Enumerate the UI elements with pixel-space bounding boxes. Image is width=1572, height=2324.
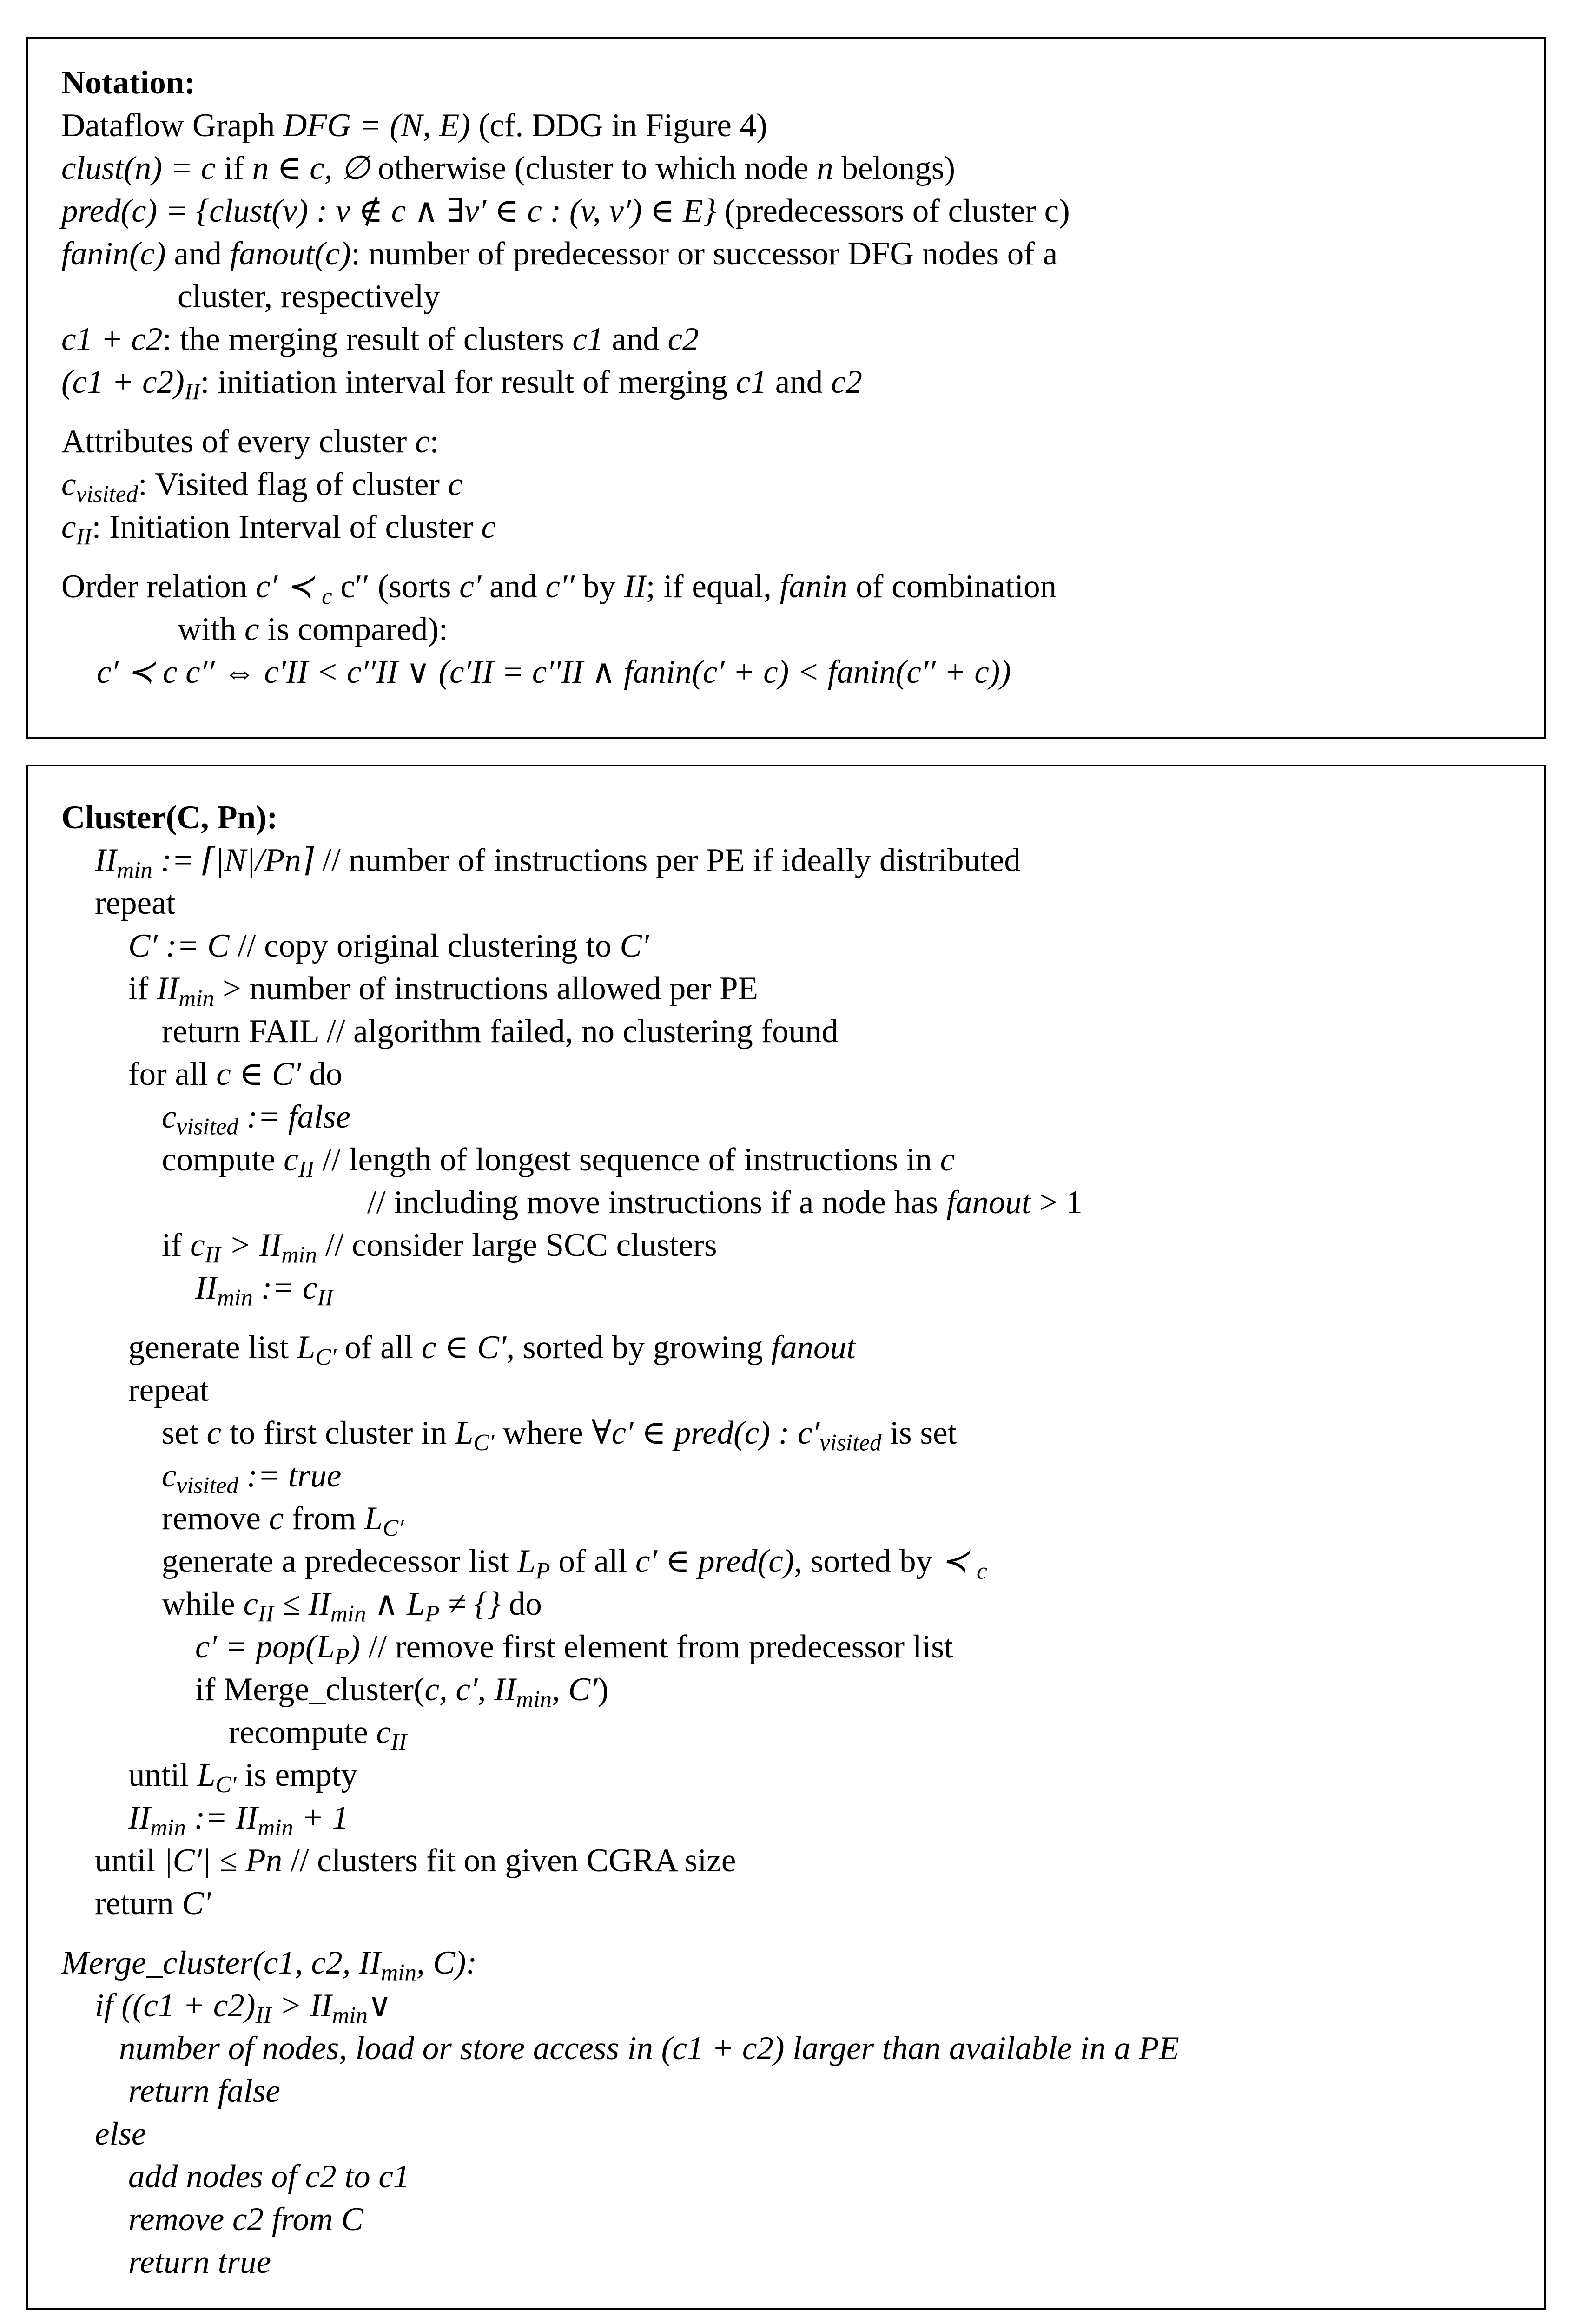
l18-do: do [500,1586,542,1622]
l18-ne: ≠ {} [439,1586,501,1622]
l18-leq: ≤ II [274,1586,330,1622]
notation-heading: Notation: [61,65,195,101]
m1-sub2: min [332,2002,368,2029]
l20-close: ) [597,1671,609,1708]
l9-rest: > 1 [1030,1184,1083,1221]
algo-line-until-fit [95,1839,736,1882]
l20-rest: , C′ [552,1671,598,1708]
algo-line-visited-true [162,1454,341,1497]
l4-sub: min [178,985,215,1012]
l1-rest: := ⌈|N|/Pn⌉ [152,842,314,878]
notation-visited-line [61,463,462,506]
l8-comment: // length of longest sequence of instructions in [314,1142,940,1178]
order-cont-c: c [244,611,259,647]
visited-base: c [61,466,76,502]
l1-comment: // number of instructions per PE if ideally distributed [314,842,1021,878]
l23-base: II [128,1800,151,1836]
clust-n: n [817,150,833,186]
dfg-math: DFG = (N, E) [283,107,470,144]
cii-sub: II [76,523,92,550]
dfg-suffix: (cf. DDG in Figure 4) [470,107,767,144]
l14-c: c [206,1415,222,1451]
l15-sub: visited [176,1472,238,1499]
l10-gt: > II [220,1227,282,1263]
l18-sub2: min [330,1600,366,1627]
l12-rest: , sorted by growing [506,1329,772,1366]
algo-line-if-iimin [128,967,758,1010]
l17-of: of all [550,1543,635,1579]
l14-end: is set [881,1415,957,1451]
order-m1: c′ [459,568,482,605]
ii-c1: c1 [735,364,767,400]
merge-and: and [603,321,668,357]
l12-gen: generate list [128,1329,297,1366]
algo-line-iimin-inc [128,1796,349,1839]
algo-line-return-c [95,1882,211,1925]
l12-fanout: fanout [771,1329,856,1366]
notation-attr-line [61,420,439,463]
order-end: of combination [847,568,1057,605]
algorithm-box [26,765,1546,2310]
algo-line-pop [195,1625,953,1668]
l1-sub: min [117,857,152,884]
notation-fanin-line [61,232,1057,275]
m1-gt: > II [271,1987,332,2024]
algo-line-repeat2: repeat [128,1372,209,1408]
algo-line-if-merge [195,1668,608,1711]
ii-sub: II [184,378,200,405]
l18-and: ∧ L [366,1586,425,1622]
l8-base: c [284,1142,298,1178]
ii-math: (c1 + c2) [61,364,185,400]
l10-if: if [162,1227,191,1263]
l15-base: c [162,1458,177,1494]
merge-line-cond: number of nodes, load or store access in (c1 + c2) larger than available in a PE [119,2030,1179,2067]
attr-c: c [415,423,430,460]
clust-end: belongs) [833,150,956,186]
notation-ii-line [61,361,862,403]
algo-line-generate-list [128,1326,856,1369]
l14-mid: to first cluster in [221,1415,455,1451]
l11-sub: min [217,1284,253,1311]
l18-while: while [162,1586,244,1622]
order-cont1: with [178,611,244,647]
notation-clust-line [61,147,955,190]
l23-sub: min [150,1814,186,1841]
l12-math: c ∈ C′ [421,1329,507,1366]
algo-line-iimin-cii [195,1267,333,1309]
algo-line-until-empty [128,1754,357,1796]
l21-sub: II [390,1729,407,1756]
notation-order-line [61,565,1057,608]
clust-math2: n ∈ c, ∅ [252,150,370,186]
l25-ret: return [95,1885,182,1921]
l15-rest: := true [238,1458,342,1494]
pred-suffix: (predecessors of cluster c) [716,193,1070,229]
l12-sub: C′ [315,1344,337,1371]
l23-sub2: min [258,1814,293,1841]
notation-order-cont [178,608,448,651]
ii-and: and [767,364,832,400]
fanout-math: fanout(c) [230,236,351,272]
l16-sub: C′ [383,1515,404,1542]
l11-rest: := c [252,1270,317,1306]
merge-line-else: else [95,2116,146,2152]
algo-line-while [162,1583,542,1625]
notation-pred-line [61,190,1070,232]
l12-L: L [297,1329,316,1366]
order-mid: (sorts [370,568,460,605]
merge-line-if [95,1984,392,2027]
l9-comment: // including move instructions if a node has [367,1184,947,1221]
pred-math: pred(c) = {clust(v) : v ∉ c ∧ ∃v′ ∈ c : (v, v′) ∈ E} [61,193,716,229]
l22-sub: C′ [215,1771,237,1798]
algo-line-forall [128,1053,342,1096]
l16-c: c [269,1500,284,1537]
ii-c2: c2 [831,364,863,400]
l3-math: C′ := C [128,928,230,964]
order-sub: c [321,583,332,610]
order-prefix: Order relation [61,568,256,605]
cii-c: c [481,509,496,545]
algo-line-remove-c [162,1497,403,1540]
fanin-suffix: : number of predecessor or successor DFG nodes of a [351,236,1058,272]
l8-c: c [940,1142,955,1178]
l20-sub: min [516,1686,552,1713]
l17-sub: P [535,1558,550,1585]
order-cont2: is compared): [259,611,448,647]
fanin-math: fanin(c) [61,236,166,272]
l16-L: L [364,1500,383,1537]
cii-text: : Initiation Interval of cluster [92,509,482,545]
l10-sub2: min [281,1241,317,1268]
m-head-end: , C): [416,1945,477,1981]
order-ii: II [624,568,646,605]
l4-if: if [128,971,157,1007]
algo-line-recompute [229,1711,407,1754]
l22-L: L [197,1757,216,1793]
l6-math: c ∈ C′ [216,1056,301,1092]
notation-order-def: c′ ≺ c c′′ ⇔ c′II < c′′II ∨ (c′II = c′′II ∧ fanin(c′ + c) < fanin(c′′ + c)) [97,654,1011,690]
algo-line-iimin [95,839,1021,882]
l8-sub: II [298,1156,314,1183]
m-head-sub: min [381,1959,417,1986]
l4-rest: > number of instructions allowed per PE [214,971,758,1007]
merge-heading [61,1941,477,1984]
order-m2: c′′ [545,568,575,605]
order-eq: ; if equal, [646,568,780,605]
merge-text: : the merging result of clusters [162,321,573,357]
clust-math: clust(n) = c [61,150,216,186]
l7-rest: := false [238,1099,351,1135]
cii-base: c [61,509,76,545]
l17-math: c′ ∈ pred(c) [635,1543,794,1579]
notation-cii-line [61,506,496,548]
visited-c: c [448,466,463,502]
order-math: c′ ≺ [255,568,322,605]
l23-end: + 1 [293,1800,349,1836]
l19-sub: P [335,1643,350,1670]
order-fanin: fanin [779,568,848,605]
algo-line-set-c [162,1412,957,1454]
l14-math: ∀c′ ∈ pred(c) : c′ [591,1415,820,1451]
l18-base: c [243,1586,258,1622]
visited-sub: visited [76,481,138,508]
l1-math: II [95,842,117,878]
visited-text: : Visited flag of cluster [138,466,448,502]
algo-line-repeat1: repeat [95,885,176,921]
l16-from: from [284,1500,364,1537]
l19-math: c′ = pop(L [195,1629,335,1665]
l17-gen: generate a predecessor list [162,1543,517,1579]
l20-if: if Merge_cluster( [195,1671,425,1708]
l24-comment: // clusters fit on given CGRA size [282,1842,736,1879]
attr-text: Attributes of every cluster [61,423,416,460]
ii-text: : initiation interval for result of merging [200,364,736,400]
order-and: and [481,568,546,605]
l4-math: II [157,971,179,1007]
l9-fanout: fanout [946,1184,1031,1221]
clust-mid: if [215,150,252,186]
l10-comment: // consider large SCC clusters [317,1227,717,1263]
l19-comment: // remove first element from predecessor list [360,1629,953,1665]
fanin-and: and [165,236,230,272]
l14-L: L [455,1415,474,1451]
l3-comment: // copy original clustering to [229,928,620,964]
l14-vsub: visited [819,1429,882,1456]
algo-line-if-cii [162,1224,717,1267]
m1-if: if ((c1 + c2) [95,1987,256,2024]
l24-until: until [95,1842,164,1879]
l11-sub2: II [317,1284,333,1311]
l16-remove: remove [162,1500,269,1537]
notation-box [26,37,1546,739]
dfg-prefix: Dataflow Graph [61,107,284,144]
algo-line-compute-cont [367,1181,1083,1224]
merge-math: c1 + c2 [61,321,163,357]
algo-line-return-fail: return FAIL // algorithm failed, no clustering found [162,1013,839,1050]
l6-do: do [301,1056,343,1092]
l24-math: |C′| ≤ Pn [163,1842,283,1879]
clust-suffix: otherwise (cluster to which node [370,150,817,186]
l19-close: ) [349,1629,360,1665]
attr-colon: : [429,423,439,460]
l7-base: c [162,1099,177,1135]
m-head: Merge_cluster(c1, c2, II [61,1945,381,1981]
order-by: by [574,568,624,605]
merge-c1: c1 [572,321,604,357]
l23-mid: := II [185,1800,258,1836]
merge-line-add-nodes: add nodes of c2 to c1 [128,2159,410,2195]
l17-prec: ≺ [940,1543,977,1579]
algorithm-heading: Cluster(C, Pn): [61,799,278,836]
notation-dfg-line [61,104,767,147]
l17-L: L [517,1543,536,1579]
l3-c: C′ [620,928,649,964]
l7-sub: visited [176,1113,238,1140]
l21-rec: recompute [229,1714,376,1750]
l8-compute: compute [162,1142,284,1178]
notation-fanin-cont: cluster, respectively [178,278,440,315]
l21-base: c [376,1714,391,1750]
algo-line-visited-false [162,1096,350,1138]
l17-sorted: , sorted by [794,1543,941,1579]
l14-set: set [162,1415,207,1451]
l22-rest: is empty [236,1757,358,1793]
l17-csub: c [977,1558,987,1585]
l20-math: c, c′, II [424,1671,516,1708]
l11-base: II [195,1270,218,1306]
notation-merge-line [61,318,699,361]
algo-line-copy [128,924,649,967]
l18-sub3: P [425,1600,440,1627]
l14-where: where [494,1415,592,1451]
merge-line-remove: remove c2 from C [128,2201,363,2238]
l6-for: for all [128,1056,217,1092]
merge-c2: c2 [667,321,699,357]
m1-or: ∨ [368,1987,392,2024]
algo-line-compute [162,1138,955,1181]
order-c2: c′′ [332,568,370,605]
l14-Lsub: C′ [473,1429,495,1456]
l10-base: c [190,1227,205,1263]
algo-line-pred-list [162,1540,987,1583]
merge-line-return-false: return false [128,2073,280,2109]
l12-mid: of all [336,1329,422,1366]
merge-line-return-true: return true [128,2244,271,2280]
m1-sub: II [255,2002,271,2029]
l22-until: until [128,1757,197,1793]
l18-sub: II [258,1600,274,1627]
l10-sub: II [205,1241,221,1268]
l25-c: C′ [182,1885,211,1921]
